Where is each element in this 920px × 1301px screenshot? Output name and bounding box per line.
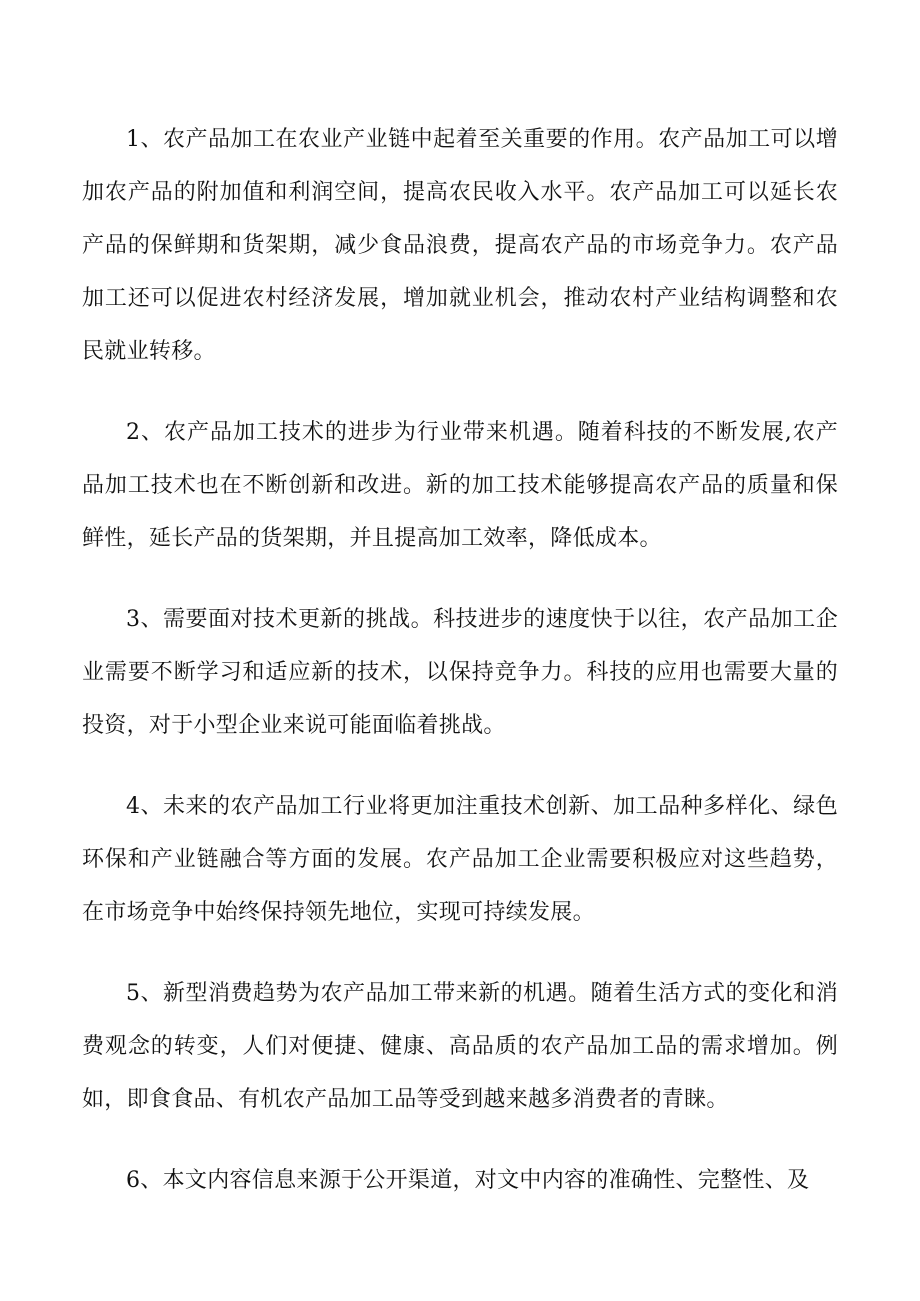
paragraph-5: 5、新型消费趋势为农产品加工带来新的机遇。随着生活方式的变化和消费观念的转变，人们对便捷、健康、高品质的农产品加工品的需求增加。例如，即食食品、有机农产品加工品等受到越来越多消费者的青睐。: [82, 981, 838, 1112]
paragraph-2: 2、农产品加工技术的进步为行业带来机遇。随着科技的不断发展,农产品加工技术也在不断创新和改进。新的加工技术能够提高农产品的质量和保鲜性，延长产品的货架期，并且提高加工效率，降低成本。: [82, 420, 838, 551]
paragraph-4: 4、未来的农产品加工行业将更加注重技术创新、加工品种多样化、绿色环保和产业链融合等方面的发展。农产品加工企业需要积极应对这些趋势，在市场竞争中始终保持领先地位，实现可持续发展。: [82, 794, 838, 925]
paragraph-6: 6、本文内容信息来源于公开渠道，对文中内容的准确性、完整性、及: [126, 1168, 810, 1193]
paragraph-3: 3、需要面对技术更新的挑战。科技进步的速度快于以往，农产品加工企业需要不断学习和适应新的技术，以保持竞争力。科技的应用也需要大量的投资，对于小型企业来说可能面临着挑战。: [82, 607, 838, 738]
document-body: [82, 113, 838, 1235]
paragraph-1: 1、农产品加工在农业产业链中起着至关重要的作用。农产品加工可以增加农产品的附加值和利润空间，提高农民收入水平。农产品加工可以延长农产品的保鲜期和货架期，减少食品浪费，提高农产品的市场竞争力。农产品加工还可以促进农村经济发展，增加就业机会，推动农村产业结构调整和农民就业转移。: [82, 127, 838, 364]
